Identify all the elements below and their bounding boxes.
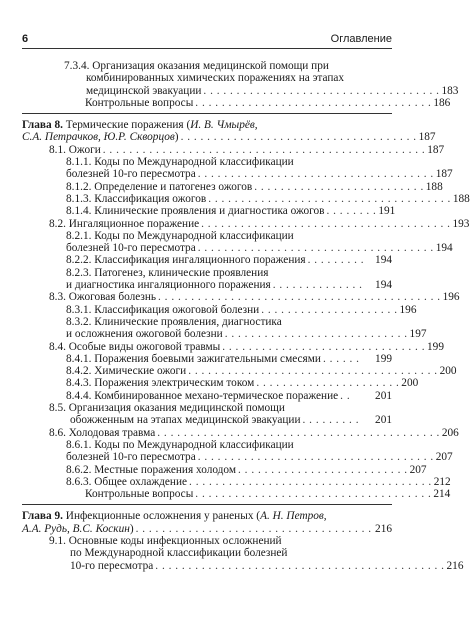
toc-page-number: 216 [375,522,392,535]
chapter-title-close: ) [174,131,179,144]
toc-entry-line: 8.1.2. Определение и патогенез ожогов [66,180,253,193]
leader-dots: . . . . . . . . . . . . . . . . . . . . . . . . . . . . . . . . . . . . . . . . . . . . . . . . . [102,143,426,156]
leader-dots: . . . . . . . . . . . . . . . . . . . . . . . . . . . . . . . . . . . . [203,84,440,97]
toc-entry-8-4[interactable] [49,340,444,353]
toc-page-number: 188 [452,192,470,205]
running-title: Оглавление [330,33,392,45]
toc-page-number: 201 [375,389,392,402]
header-rule [22,48,392,49]
chapter-label: Глава 8. [22,119,63,132]
toc-entry-8-1-2[interactable] [66,180,443,193]
toc-entry-8-3-2[interactable] [66,315,427,341]
toc-entry-line: Контрольные вопросы [85,488,194,501]
page-number: 6 [22,33,29,45]
toc-page-number: 201 [375,414,392,427]
toc-page-number: 199 [375,352,392,365]
leader-dots: . . . . . . . . . . . . . . . . . . . . . . . . . . . . [224,328,408,341]
leader-dots: . . . . . . . . . . . . . . . . . . . . . . . . . . . . . . . . . . . . [135,522,372,535]
table-of-contents [0,60,470,572]
toc-entry-8-3-1[interactable] [66,303,417,316]
toc-page-number: 214 [433,488,451,501]
leader-dots: . . . . . . . . . . . . . . . . . . . . . . . . . . [254,180,424,193]
toc-entry-line: и диагностика ингаляционного поражения [66,279,271,292]
toc-page-number: 183 [441,84,459,97]
toc-entry-7-3-4[interactable] [64,60,459,97]
chapter-title: Термические поражения ( [65,119,191,132]
toc-entry-line: 8.4. Особые виды ожоговой травмы [49,340,221,353]
leader-dots: . . . . . . . . . . . . . . . . . . . . . [261,303,398,316]
toc-entry-8-3[interactable] [49,291,460,304]
toc-entry-8-4-4[interactable] [66,390,392,402]
toc-entry-line: 8.6.3. Общее охлаждение [66,475,188,488]
leader-dots: . . . . . . . . . . . . . . . . . . . . . . . . . . . . . . . . . . . . . . . . . . . [158,291,441,304]
toc-page-number: 207 [409,463,427,476]
toc-page-number: 206 [441,426,459,439]
toc-entry-line: 8.2.1. Коды по Международной классификации [66,229,294,242]
toc-entry-line: 9.1. Основные коды инфекционных осложнений [49,534,282,547]
leader-dots: . . . . . . . . . . . . . . . . . . . . . . . . . . . . . . . . . . . . . [189,475,432,488]
toc-entry-line: 8.6.2. Местные поражения холодом [66,463,237,476]
leader-dots: . . . . . . . . . [302,414,360,427]
toc-entry-8-1-1[interactable] [66,156,453,181]
toc-entry-8-6-3[interactable] [66,475,451,488]
toc-entry-line: 8.4.1. Поражения боевыми зажигательными смесями [66,352,321,365]
toc-entry-8-1-4[interactable] [66,205,396,218]
toc-entry-line: 10-го пересмотра [70,559,154,572]
toc-entry-8-4-3[interactable] [66,377,419,390]
toc-page-number: 194 [375,279,392,292]
toc-page-number: 194 [375,254,392,267]
chapter-title: Инфекционные осложнения у раненых ( [65,510,261,523]
toc-entry-line: болезней 10-го пересмотра [66,168,196,181]
leader-dots: . . . . . . . . . . . . . . . . . . . . . . . . . . . . . . . . . . . . . . . . . . . [157,426,440,439]
chapter-label: Глава 9. [22,510,63,523]
toc-entry-line: 8.3.1. Классификация ожоговой болезни [66,303,260,316]
leader-dots: . . . . . . . . [326,205,377,218]
toc-page-number: 186 [433,96,451,109]
toc-entry-line: обожженным на этапах медицинской эвакуации [70,414,301,427]
toc-entry-8-2-2[interactable] [66,254,392,266]
toc-entry-line: 8.1.3. Классификация ожогов [66,192,207,205]
chapter-authors: А.А. Рудь, В.С. Коскин [22,522,130,535]
toc-entry-8-6-1[interactable] [66,438,453,464]
toc-entry-line: 7.3.4. Организация оказания медицинской помощи при [64,60,329,72]
toc-entry-line: и осложнения ожоговой болезни [66,328,223,341]
toc-entry-line: 8.6.1. Коды по Международной классификации [66,438,294,451]
toc-page-number: 187 [427,143,445,156]
leader-dots: . . . . . . . . . . . . . . . . . . . . . . . . . . . . . . . . . . . . [197,451,434,464]
leader-dots: . . . . . . . . . . . . . . . . . . . . . . . . . . . . . . . . . . . . . [208,192,451,205]
leader-dots: . . . . . . . . . . . . . . . . . . . . . . . . . . . . . . . [222,340,426,353]
toc-entry-8-6[interactable] [49,426,459,439]
toc-entry-line: 8.2. Ингаляционное поражение [49,217,200,230]
toc-entry-line: 8.1.1. Коды по Международной классификации [66,156,294,169]
toc-page-number: 193 [452,217,470,230]
leader-dots: . . . . . . . . . . . . . . [272,279,363,292]
toc-page-number: 212 [433,475,451,488]
toc-entry-line: 8.5. Организация оказания медицинской помощи [49,402,285,415]
leader-dots: . . . . . . . . . . . . . . . . . . . . . . . . . . . . . . . . . . . . [197,168,434,181]
toc-entry-8-2-3[interactable] [66,267,392,292]
toc-page-number: 187 [435,168,453,181]
chapter-divider [22,504,392,505]
toc-entry-line: Контрольные вопросы [85,96,194,109]
toc-entry-line: 8.4.3. Поражения электрическим током [66,377,255,390]
toc-entry-8-5[interactable] [49,402,392,427]
leader-dots: . . . . . . . . . . . . . . . . . . . . . . . . . . . . . . . . . . . . . . . . . . . . [155,559,445,572]
toc-entry-line: 8.2.3. Патогенез, клинические проявления [66,266,269,279]
toc-entry-line: 8.3.2. Клинические проявления, диагностика [66,315,282,328]
toc-page-number: 216 [446,559,464,572]
toc-entry-line: медицинской эвакуации [86,84,202,97]
toc-page-number: 188 [425,180,443,193]
toc-entry-line: 8.4.2. Химические ожоги [66,365,187,378]
toc-entry-line: болезней 10-го пересмотра [66,451,196,464]
chapter-divider [22,113,392,114]
toc-entry-line: 8.4.4. Комбинированное механо-термическое поражение [66,389,339,402]
toc-entry-8-4-2[interactable] [66,365,457,378]
leader-dots: . . . . . . . . . . . . . . . . . . . . . . [256,377,400,390]
toc-entry-8-2-1[interactable] [66,229,453,255]
running-header [22,33,392,47]
leader-dots: . . . . . . . . . . . . . . . . . . . . . . . . . . . . . . . . . . . . . . [201,217,451,230]
toc-chapter-9[interactable] [22,510,392,535]
toc-page-number: 200 [439,365,457,378]
leader-dots: . . . . . . . . . [307,254,365,267]
toc-entry-line: 8.1.4. Клинические проявления и диагностика ожогов [66,205,325,218]
toc-page-number: 194 [435,242,453,255]
leader-dots: . . . . . . . . . . . . . . . . . . . . . . . . . . . . . . . . . . . . [195,488,432,501]
leader-dots: . . . . . . . . . . . . . . . . . . . . . . . . . . . . . . . . . . . . [195,96,432,109]
leader-dots: . . . . . . . . . . . . . . . . . . . . . . . . . . . . . . . . . . . . . . [188,365,438,378]
chapter-title-close: ) [129,522,134,535]
toc-page-number: 196 [442,291,460,304]
toc-entry-line: 8.1. Ожоги [49,143,101,156]
toc-page-number: 196 [399,303,417,316]
toc-entry-8-2[interactable] [49,217,470,230]
leader-dots: . . . . . . . . . . . . . . . . . . . . . . . . . . . . . . . . . . . . [197,242,434,255]
leader-dots: . . . . . . . . . . . . . . . . . . . . . . . . . . . . . . . . . . . . [180,131,417,144]
toc-entry-line: по Международной классификации болезней [70,547,288,560]
leader-dots: . . [340,389,351,402]
toc-chapter-8[interactable] [22,119,436,144]
toc-entry-9-1[interactable] [49,534,464,572]
toc-page-number: 191 [378,205,396,218]
toc-entry-control-questions-8[interactable] [85,488,451,501]
toc-page-number: 200 [401,377,419,390]
chapter-authors: С.А. Петрачков, Ю.Р. Скворцов [22,131,175,144]
toc-entry-control-questions-7[interactable] [85,96,451,109]
toc-page-number: 187 [418,131,436,144]
toc-page-number: 199 [427,340,444,353]
toc-entry-8-6-2[interactable] [66,463,427,476]
leader-dots: . . . . . . [322,352,360,365]
toc-page-number: 207 [435,451,453,464]
chapter-authors: И. В. Чмырёв, [190,119,258,132]
toc-entry-line: 8.3. Ожоговая болезнь [49,291,157,304]
toc-entry-line: 8.2.2. Классификация ингаляционного поражения [66,254,306,267]
toc-entry-8-1-3[interactable] [66,192,470,205]
toc-page-number: 197 [409,328,427,341]
leader-dots: . . . . . . . . . . . . . . . . . . . . . . . . . . [238,463,408,476]
toc-entry-line: комбинированных химических поражениях на этапах [86,72,345,85]
chapter-authors: А. Н. Петров, [260,510,327,523]
toc-entry-line: болезней 10-го пересмотра [66,242,196,255]
toc-entry-8-4-1[interactable] [66,353,392,365]
toc-entry-8-1[interactable] [49,143,445,156]
toc-entry-line: 8.6. Холодовая травма [49,426,156,439]
